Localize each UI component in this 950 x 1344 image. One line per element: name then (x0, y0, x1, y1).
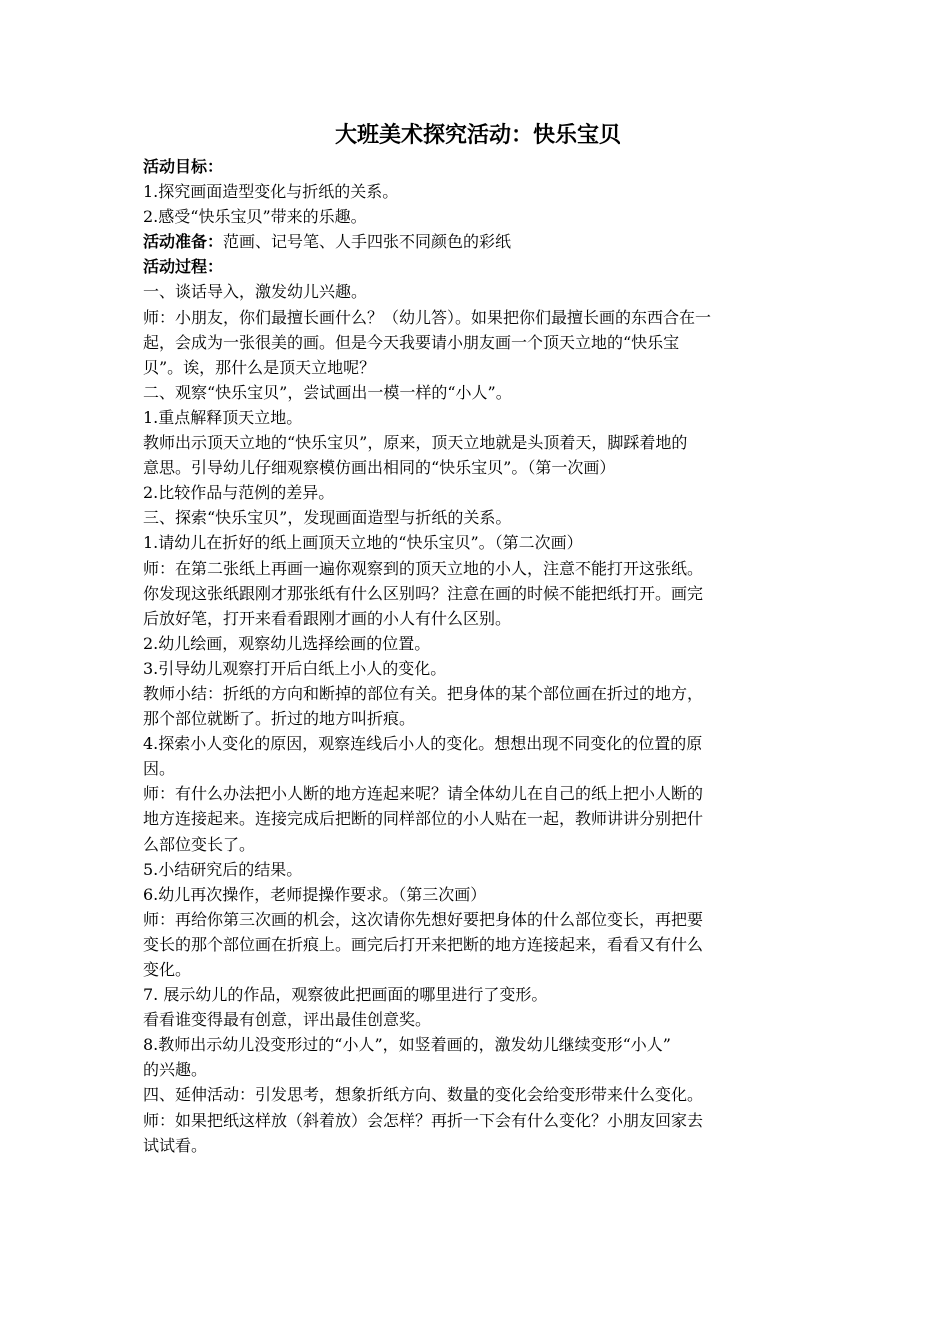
text-line: 二、观察“快乐宝贝”，尝试画出一模一样的“小人”。 (143, 382, 512, 402)
text-line: 意思。引导幼儿仔细观察模仿画出相同的“快乐宝贝”。（第一次画） (143, 458, 616, 478)
text-line: 4.探索小人变化的原因，观察连线后小人的变化。想想出现不同变化的位置的原 (143, 734, 703, 754)
text-line: 3.引导幼儿观察打开后白纸上小人的变化。 (143, 658, 447, 678)
text-line: 因。 (143, 759, 176, 779)
text-line: 变化。 (143, 960, 192, 979)
text-line: 教师小结：折纸的方向和断掉的部位有关。把身体的某个部位画在折过的地方， (143, 683, 704, 703)
text-line: 变长的那个部位画在折痕上。画完后打开来把断的地方连接起来，看看又有什么 (143, 934, 704, 954)
section-heading: 活动过程： (143, 257, 224, 277)
section-heading: 活动目标： (143, 157, 224, 176)
text-line: 5.小结研究后的结果。 (143, 859, 303, 879)
document-title: 大班美术探究活动：快乐宝贝 (334, 123, 621, 148)
line-value: 范画、记号笔、人手四张不同颜色的彩纸 (223, 232, 512, 252)
text-line: 2.比较作品与范例的差异。 (143, 483, 335, 503)
text-line: 贝”。诶，那什么是顶天立地呢？ (143, 357, 376, 377)
text-line: 1.重点解释顶天立地。 (143, 407, 303, 427)
text-line: 看看谁变得最有创意，评出最佳创意奖。 (143, 1010, 432, 1030)
text-line: 你发现这张纸跟刚才那张纸有什么区别吗？注意在画的时候不能把纸打开。画完 (143, 583, 704, 603)
text-line: 2.幼儿绘画，观察幼儿选择绘画的位置。 (143, 633, 431, 653)
text-line: 7. 展示幼儿的作品，观察彼此把画面的哪里进行了变形。 (143, 985, 548, 1005)
text-line: 一、谈话导入，激发幼儿兴趣。 (143, 282, 368, 302)
document-page (143, 118, 813, 1158)
text-line: 师：有什么办法把小人断的地方连起来呢？请全体幼儿在自己的纸上把小人断的 (143, 784, 704, 804)
text-line: 师：在第二张纸上再画一遍你观察到的顶天立地的小人，注意不能打开这张纸。 (143, 558, 704, 578)
text-line: 6.幼儿再次操作，老师提操作要求。（第三次画） (143, 884, 487, 904)
text-line: 么部位变长了。 (143, 834, 256, 854)
text-line: 8.教师出示幼儿没变形过的“小人”，如竖着画的，激发幼儿继续变形“小人” (143, 1035, 671, 1055)
text-line: 1.探究画面造型变化与折纸的关系。 (143, 182, 399, 202)
text-line: 1.请幼儿在折好的纸上画顶天立地的“快乐宝贝”。（第二次画） (143, 533, 583, 553)
text-line: 地方连接起来。连接完成后把断的同样部位的小人贴在一起，教师讲讲分别把什 (143, 809, 704, 829)
text-line: 师：再给你第三次画的机会，这次请你先想好要把身体的什么部位变长，再把要 (143, 909, 704, 929)
text-line: 起，会成为一张很美的画。但是今天我要请小朋友画一个顶天立地的“快乐宝 (143, 332, 680, 352)
text-line: 四、延伸活动：引发思考，想象折纸方向、数量的变化会给变形带来什么变化。 (143, 1085, 704, 1105)
text-line: 后放好笔，打开来看看跟刚才画的小人有什么区别。 (143, 608, 512, 628)
labeled-line (143, 229, 813, 254)
document-body (143, 154, 813, 1158)
text-line: 试试看。 (143, 1135, 208, 1155)
text-line: 师：如果把纸这样放（斜着放）会怎样？再折一下会有什么变化？小朋友回家去 (143, 1110, 704, 1130)
text-line: 2.感受“快乐宝贝”带来的乐趣。 (143, 207, 367, 227)
line-label: 活动准备： (143, 232, 224, 252)
text-line: 那个部位就断了。折过的地方叫折痕。 (143, 709, 416, 729)
text-line: 师：小朋友，你们最擅长画什么？（幼儿答）。如果把你们最擅长画的东西合在一 (143, 307, 712, 327)
text-line: 教师出示顶天立地的“快乐宝贝”，原来，顶天立地就是头顶着天，脚踩着地的 (143, 433, 688, 453)
text-line: 三、探索“快乐宝贝”，发现画面造型与折纸的关系。 (143, 508, 512, 528)
text-line: 的兴趣。 (143, 1060, 208, 1080)
